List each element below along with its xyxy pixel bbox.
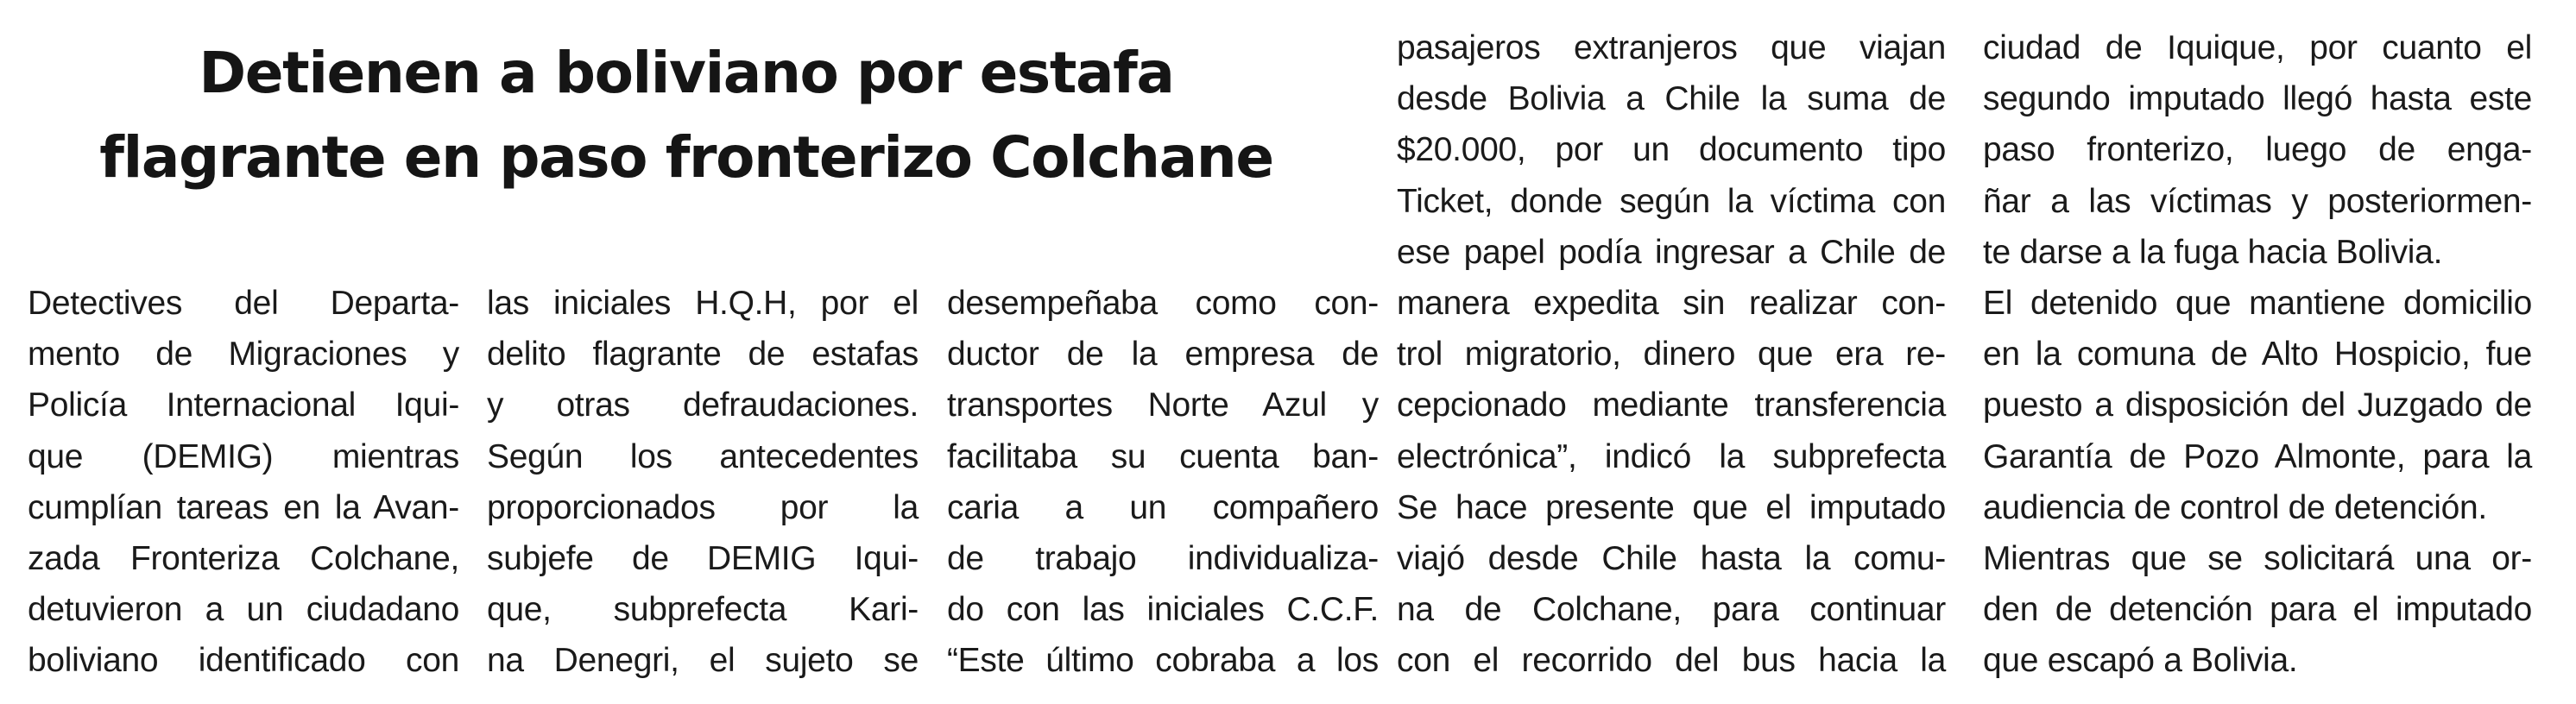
text-line: en la comuna de Alto Hospicio, fue (1983, 336, 2532, 374)
text-line: viajó desde Chile hasta la comu- (1397, 540, 1946, 578)
article-column-3 (947, 278, 1379, 687)
headline-line-1: Detienen a boliviano por estafa (199, 40, 1174, 106)
text-line: cepcionado mediante transferencia (1397, 387, 1946, 424)
text-line: $20.000, por un documento tipo (1397, 131, 1946, 169)
text-line: El detenido que mantiene domicilio (1983, 285, 2532, 323)
text-line: ñar a las víctimas y posteriormen- (1983, 182, 2532, 220)
text-line: mento de Migraciones y (28, 336, 459, 374)
text-line: Ticket, donde según la víctima con (1397, 182, 1946, 220)
text-line: audiencia de control de detención. (1983, 488, 2487, 526)
text-line: “Este último cobraba a los (947, 642, 1379, 680)
text-line: electrónica”, indicó la subprefecta (1397, 437, 1946, 475)
text-line: trol migratorio, dinero que era re- (1397, 336, 1946, 374)
text-line: ductor de la empresa de (947, 336, 1379, 374)
text-line: con el recorrido del bus hacia la (1397, 642, 1946, 680)
text-line: que (DEMIG) mientras (28, 437, 459, 475)
text-line: boliviano identificado con (28, 642, 459, 680)
text-line: pasajeros extranjeros que viajan (1397, 29, 1946, 66)
article-column-2 (487, 278, 919, 687)
text-line: transportes Norte Azul y (947, 387, 1379, 424)
text-line: facilitaba su cuenta ban- (947, 437, 1379, 475)
text-line: Mientras que se solicitará una or- (1983, 540, 2532, 578)
text-line: segundo imputado llegó hasta este (1983, 80, 2532, 118)
text-line: las iniciales H.Q.H, por el (487, 285, 919, 322)
text-line: que, subprefecta Kari- (487, 591, 919, 629)
text-line: Se hace presente que el imputado (1397, 488, 1946, 526)
text-line: subjefe de DEMIG Iqui- (487, 540, 919, 578)
text-line: cumplían tareas en la Avan- (28, 488, 459, 526)
text-line: paso fronterizo, luego de enga- (1983, 131, 2532, 169)
text-line: puesto a disposición del Juzgado de (1983, 387, 2532, 424)
text-line: manera expedita sin realizar con- (1397, 285, 1946, 323)
article-column-1 (28, 278, 459, 687)
text-line: proporcionados por la (487, 488, 919, 526)
text-line: caria a un compañero (947, 488, 1379, 526)
text-line: te darse a la fuga hacia Bolivia. (1983, 233, 2443, 271)
text-line: y otras defraudaciones. (487, 387, 919, 424)
text-line: ese papel podía ingresar a Chile de (1397, 233, 1946, 271)
text-line: na de Colchane, para continuar (1397, 591, 1946, 629)
article-headline (60, 31, 1312, 200)
article-column-5 (1983, 22, 2532, 687)
text-line: detuvieron a un ciudadano (28, 591, 459, 629)
text-line: ciudad de Iquique, por cuanto el (1983, 29, 2532, 66)
text-line: na Denegri, el sujeto se (487, 642, 919, 680)
text-line: delito flagrante de estafas (487, 336, 919, 374)
text-line: desempeñaba como con- (947, 285, 1379, 322)
text-line: Policía Internacional Iqui- (28, 387, 459, 424)
text-line: Detectives del Departa- (28, 285, 459, 322)
text-line: den de detención para el imputado (1983, 591, 2532, 629)
article-column-4 (1397, 22, 1946, 687)
text-line: zada Fronteriza Colchane, (28, 540, 459, 578)
text-line: desde Bolivia a Chile la suma de (1397, 80, 1946, 118)
text-line: de trabajo individualiza- (947, 540, 1379, 578)
headline-line-2: flagrante en paso fronterizo Colchane (99, 124, 1273, 191)
text-line: do con las iniciales C.C.F. (947, 591, 1379, 629)
text-line: que escapó a Bolivia. (1983, 642, 2298, 680)
text-line: Garantía de Pozo Almonte, para la (1983, 437, 2532, 475)
text-line: Según los antecedentes (487, 437, 919, 475)
